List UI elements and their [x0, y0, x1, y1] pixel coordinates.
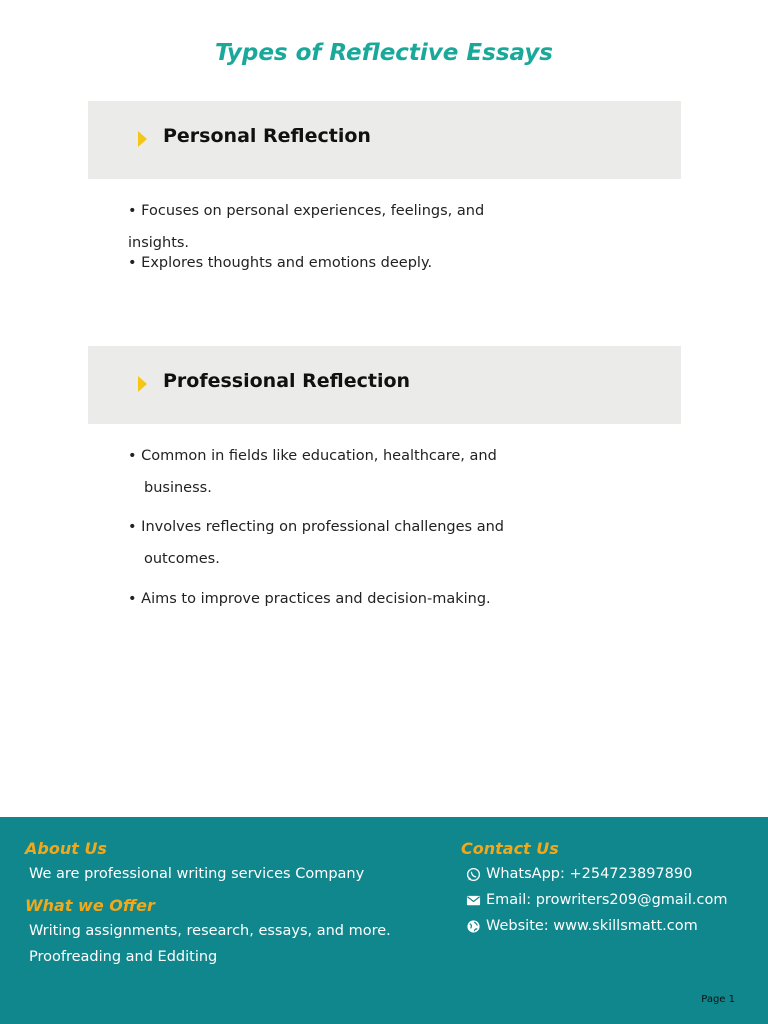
- contact-website[interactable]: Website: www.skillsmatt.com: [466, 918, 698, 934]
- page-title: Types of Reflective Essays: [214, 40, 553, 66]
- section-header-personal-reflection: [88, 101, 681, 179]
- offer-line: Proofreading and Edditing: [29, 949, 218, 965]
- footer: [0, 817, 768, 1024]
- list-item: • Explores thoughts and emotions deeply.: [128, 255, 433, 271]
- section-heading: Professional Reflection: [163, 370, 411, 392]
- offer-heading: What we Offer: [25, 896, 155, 915]
- list-item: • Involves reflecting on professional challenges and outcomes.: [128, 519, 505, 567]
- offer-line: Writing assignments, research, essays, and more.: [29, 923, 391, 939]
- triangle-bullet-icon: [138, 376, 147, 392]
- contact-whatsapp[interactable]: WhatsApp: +254723897890: [466, 866, 692, 882]
- list-item: • Aims to improve practices and decision-making.: [128, 591, 491, 607]
- section-header-professional-reflection: [88, 346, 681, 424]
- contact-email[interactable]: Email: prowriters209@gmail.com: [466, 892, 727, 908]
- section-heading: Personal Reflection: [163, 125, 371, 147]
- globe-icon: [466, 919, 481, 934]
- list-item: • Focuses on personal experiences, feelings, and insights.: [128, 203, 485, 251]
- contact-heading: Contact Us: [461, 839, 559, 858]
- page-number: Page 1: [701, 994, 735, 1005]
- about-heading: About Us: [25, 839, 107, 858]
- list-item: • Common in fields like education, healthcare, and business.: [128, 448, 497, 496]
- whatsapp-icon: [466, 867, 481, 882]
- about-text: We are professional writing services Company: [29, 866, 365, 882]
- triangle-bullet-icon: [138, 131, 147, 147]
- envelope-icon: [466, 893, 481, 908]
